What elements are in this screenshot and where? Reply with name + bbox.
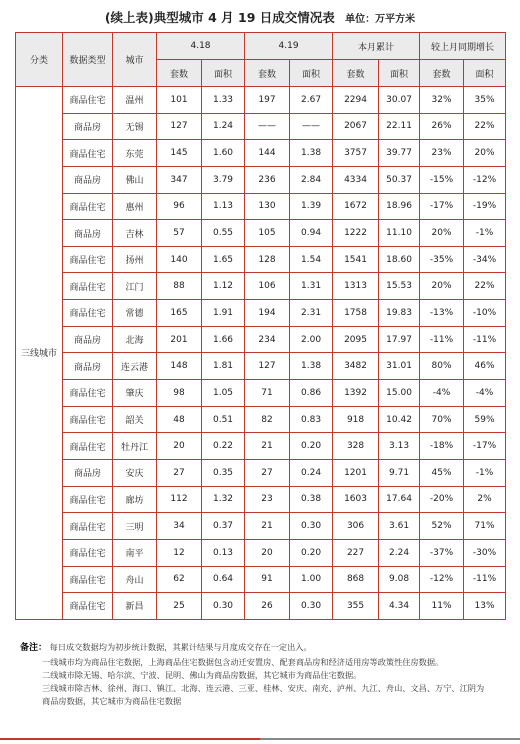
- tier-label: 三线城市: [16, 87, 63, 620]
- cell-data-type: 商品房: [63, 353, 113, 380]
- cell-month-units: 306: [333, 513, 379, 540]
- cell-month-area: 18.96: [379, 193, 420, 220]
- cell-month-area: 31.01: [379, 353, 420, 380]
- cell-month-units: 1201: [333, 459, 379, 486]
- cell-d2-area: 0.94: [290, 220, 333, 247]
- cell-data-type: 商品住宅: [63, 433, 113, 460]
- cell-city: 廊坊: [113, 486, 157, 513]
- cell-month-units: 2067: [333, 113, 379, 140]
- note-line-4: 三线城市除吉林、徐州、海口、镇江、北海、连云港、三亚、桂林、安庆、南充、泸州、九江、舟山、文昌、万宁、江阴为: [42, 683, 485, 694]
- cell-city: 惠州: [113, 193, 157, 220]
- notes-section: [20, 641, 500, 709]
- cell-d2-units: 20: [245, 539, 290, 566]
- cell-d1-area: 1.05: [202, 380, 245, 407]
- table-row: [16, 87, 506, 114]
- header-city: 城市: [113, 33, 157, 87]
- transactions-table: [15, 32, 506, 620]
- cell-data-type: 商品住宅: [63, 273, 113, 300]
- cell-d1-units: 25: [157, 593, 202, 620]
- cell-d1-units: 48: [157, 406, 202, 433]
- cell-city: 牡丹江: [113, 433, 157, 460]
- cell-city: 连云港: [113, 353, 157, 380]
- cell-d1-area: 0.30: [202, 593, 245, 620]
- cell-month-area: 9.08: [379, 566, 420, 593]
- cell-city: 东莞: [113, 140, 157, 167]
- cell-d2-area: 1.54: [290, 246, 333, 273]
- cell-month-units: 3482: [333, 353, 379, 380]
- cell-city: 常德: [113, 300, 157, 327]
- table-row: [16, 513, 506, 540]
- cell-d1-units: 62: [157, 566, 202, 593]
- cell-d2-area: ——: [290, 113, 333, 140]
- cell-d2-units: 26: [245, 593, 290, 620]
- cell-d2-units: 71: [245, 380, 290, 407]
- cell-month-area: 39.77: [379, 140, 420, 167]
- cell-city: 吉林: [113, 220, 157, 247]
- cell-growth-units: 11%: [420, 593, 464, 620]
- cell-city: 扬州: [113, 246, 157, 273]
- cell-d2-area: 0.38: [290, 486, 333, 513]
- cell-d1-area: 1.66: [202, 326, 245, 353]
- cell-growth-area: 20%: [464, 140, 506, 167]
- cell-growth-units: -17%: [420, 193, 464, 220]
- cell-month-units: 227: [333, 539, 379, 566]
- cell-d1-area: 0.51: [202, 406, 245, 433]
- cell-city: 无锡: [113, 113, 157, 140]
- table-row: [16, 300, 506, 327]
- cell-growth-units: -12%: [420, 566, 464, 593]
- note-line-3: 二线城市除无锡、哈尔滨、宁波、昆明、佛山为商品房数据，其它城市为商品住宅数据。: [42, 669, 362, 680]
- cell-d1-area: 0.13: [202, 539, 245, 566]
- cell-d1-units: 88: [157, 273, 202, 300]
- cell-growth-area: -19%: [464, 193, 506, 220]
- cell-month-units: 1313: [333, 273, 379, 300]
- cell-data-type: 商品房: [63, 113, 113, 140]
- cell-growth-area: 71%: [464, 513, 506, 540]
- note-line-1: [20, 641, 500, 656]
- cell-d1-area: 1.12: [202, 273, 245, 300]
- cell-d2-units: 106: [245, 273, 290, 300]
- cell-data-type: 商品住宅: [63, 246, 113, 273]
- cell-d1-units: 347: [157, 166, 202, 193]
- cell-d2-area: 0.24: [290, 459, 333, 486]
- cell-city: 江门: [113, 273, 157, 300]
- table-row: [16, 380, 506, 407]
- cell-d1-units: 57: [157, 220, 202, 247]
- header-date-1: 4.18: [157, 33, 245, 60]
- header-date-2: 4.19: [245, 33, 333, 60]
- cell-month-units: 1758: [333, 300, 379, 327]
- table-row: [16, 433, 506, 460]
- cell-d1-area: 1.24: [202, 113, 245, 140]
- cell-d1-area: 0.55: [202, 220, 245, 247]
- cell-city: 韶关: [113, 406, 157, 433]
- cell-d1-area: 1.13: [202, 193, 245, 220]
- cell-d1-units: 201: [157, 326, 202, 353]
- cell-month-units: 918: [333, 406, 379, 433]
- cell-month-units: 3757: [333, 140, 379, 167]
- cell-month-units: 1222: [333, 220, 379, 247]
- cell-city: 安庆: [113, 459, 157, 486]
- table-row: [16, 539, 506, 566]
- table-row: [16, 353, 506, 380]
- cell-data-type: 商品住宅: [63, 593, 113, 620]
- cell-d1-units: 12: [157, 539, 202, 566]
- cell-growth-area: -1%: [464, 220, 506, 247]
- cell-month-area: 3.13: [379, 433, 420, 460]
- cell-d2-area: 2.31: [290, 300, 333, 327]
- cell-month-area: 9.71: [379, 459, 420, 486]
- table-row: [16, 220, 506, 247]
- cell-d2-area: 1.00: [290, 566, 333, 593]
- cell-growth-units: -11%: [420, 326, 464, 353]
- cell-month-area: 15.53: [379, 273, 420, 300]
- cell-growth-units: 52%: [420, 513, 464, 540]
- cell-month-area: 19.83: [379, 300, 420, 327]
- cell-d2-area: 0.20: [290, 433, 333, 460]
- cell-month-units: 1672: [333, 193, 379, 220]
- cell-d2-units: 130: [245, 193, 290, 220]
- header-area: 面积: [464, 60, 506, 87]
- cell-d2-units: 21: [245, 513, 290, 540]
- cell-d1-units: 127: [157, 113, 202, 140]
- cell-month-units: 328: [333, 433, 379, 460]
- cell-growth-units: -37%: [420, 539, 464, 566]
- cell-data-type: 商品住宅: [63, 406, 113, 433]
- cell-growth-units: 45%: [420, 459, 464, 486]
- cell-month-area: 22.11: [379, 113, 420, 140]
- cell-growth-units: 70%: [420, 406, 464, 433]
- cell-d1-area: 1.91: [202, 300, 245, 327]
- cell-d1-area: 1.60: [202, 140, 245, 167]
- table-row: [16, 406, 506, 433]
- table-row: [16, 326, 506, 353]
- cell-city: 南平: [113, 539, 157, 566]
- cell-month-units: 1541: [333, 246, 379, 273]
- table-row: [16, 486, 506, 513]
- cell-growth-area: 22%: [464, 113, 506, 140]
- notes-label: 备注：: [20, 643, 48, 653]
- cell-city: 佛山: [113, 166, 157, 193]
- cell-d2-units: 144: [245, 140, 290, 167]
- cell-d1-units: 165: [157, 300, 202, 327]
- cell-growth-units: 80%: [420, 353, 464, 380]
- table-row: [16, 140, 506, 167]
- page-title: [0, 8, 520, 26]
- cell-d2-area: 0.86: [290, 380, 333, 407]
- cell-month-units: 4334: [333, 166, 379, 193]
- note-text-1: 每日成交数据均为初步统计数据，其累计结果与月度成交存在一定出入。: [49, 642, 312, 652]
- cell-d1-area: 0.22: [202, 433, 245, 460]
- header-units: 套数: [420, 60, 464, 87]
- cell-d1-units: 148: [157, 353, 202, 380]
- cell-d2-units: ——: [245, 113, 290, 140]
- cell-growth-area: 35%: [464, 87, 506, 114]
- cell-city: 三明: [113, 513, 157, 540]
- cell-d1-units: 20: [157, 433, 202, 460]
- cell-data-type: 商品房: [63, 459, 113, 486]
- cell-month-units: 1392: [333, 380, 379, 407]
- cell-growth-area: 46%: [464, 353, 506, 380]
- cell-d2-area: 1.31: [290, 273, 333, 300]
- cell-d2-units: 197: [245, 87, 290, 114]
- cell-city: 肇庆: [113, 380, 157, 407]
- cell-d2-units: 105: [245, 220, 290, 247]
- cell-d1-area: 0.64: [202, 566, 245, 593]
- cell-d1-units: 145: [157, 140, 202, 167]
- cell-data-type: 商品住宅: [63, 539, 113, 566]
- cell-growth-units: -13%: [420, 300, 464, 327]
- cell-data-type: 商品住宅: [63, 300, 113, 327]
- cell-growth-area: -11%: [464, 326, 506, 353]
- cell-d2-area: 0.30: [290, 593, 333, 620]
- cell-growth-units: -4%: [420, 380, 464, 407]
- cell-month-area: 10.42: [379, 406, 420, 433]
- cell-d2-area: 0.30: [290, 513, 333, 540]
- cell-city: 新昌: [113, 593, 157, 620]
- cell-data-type: 商品房: [63, 220, 113, 247]
- cell-data-type: 商品住宅: [63, 486, 113, 513]
- cell-month-area: 2.24: [379, 539, 420, 566]
- cell-growth-area: 13%: [464, 593, 506, 620]
- cell-growth-units: 32%: [420, 87, 464, 114]
- note-line-2: 一线城市均为商品住宅数据，上海商品住宅数据包含动迁安置房、配套商品房和经济适用房等政策性住房数据。: [42, 656, 444, 667]
- cell-d2-area: 0.20: [290, 539, 333, 566]
- cell-growth-area: -17%: [464, 433, 506, 460]
- cell-data-type: 商品住宅: [63, 566, 113, 593]
- cell-month-area: 17.97: [379, 326, 420, 353]
- cell-d2-area: 1.38: [290, 140, 333, 167]
- table-row: [16, 246, 506, 273]
- cell-city: 舟山: [113, 566, 157, 593]
- cell-growth-area: -1%: [464, 459, 506, 486]
- cell-d2-area: 1.39: [290, 193, 333, 220]
- cell-month-units: 2095: [333, 326, 379, 353]
- cell-month-units: 2294: [333, 87, 379, 114]
- cell-d2-units: 91: [245, 566, 290, 593]
- cell-d1-units: 101: [157, 87, 202, 114]
- cell-d1-area: 0.37: [202, 513, 245, 540]
- cell-month-area: 3.61: [379, 513, 420, 540]
- cell-growth-area: 59%: [464, 406, 506, 433]
- cell-data-type: 商品住宅: [63, 193, 113, 220]
- header-units: 套数: [157, 60, 202, 87]
- cell-growth-area: -10%: [464, 300, 506, 327]
- table-row: [16, 113, 506, 140]
- header-units: 套数: [333, 60, 379, 87]
- cell-city: 温州: [113, 87, 157, 114]
- cell-growth-area: 2%: [464, 486, 506, 513]
- cell-month-area: 30.07: [379, 87, 420, 114]
- cell-data-type: 商品住宅: [63, 140, 113, 167]
- cell-growth-units: 26%: [420, 113, 464, 140]
- table-row: [16, 593, 506, 620]
- cell-d1-area: 1.65: [202, 246, 245, 273]
- cell-growth-area: -30%: [464, 539, 506, 566]
- cell-d1-area: 0.35: [202, 459, 245, 486]
- cell-d2-units: 236: [245, 166, 290, 193]
- cell-data-type: 商品住宅: [63, 87, 113, 114]
- bottom-divider: [0, 738, 520, 740]
- cell-d2-area: 1.38: [290, 353, 333, 380]
- cell-d2-units: 128: [245, 246, 290, 273]
- cell-d1-units: 140: [157, 246, 202, 273]
- cell-d2-units: 27: [245, 459, 290, 486]
- cell-d2-units: 21: [245, 433, 290, 460]
- cell-d2-area: 0.83: [290, 406, 333, 433]
- cell-d1-units: 112: [157, 486, 202, 513]
- cell-month-units: 868: [333, 566, 379, 593]
- cell-d2-units: 194: [245, 300, 290, 327]
- cell-data-type: 商品房: [63, 326, 113, 353]
- cell-month-area: 18.60: [379, 246, 420, 273]
- cell-month-area: 4.34: [379, 593, 420, 620]
- cell-growth-units: -18%: [420, 433, 464, 460]
- header-units: 套数: [245, 60, 290, 87]
- cell-growth-area: -34%: [464, 246, 506, 273]
- cell-data-type: 商品住宅: [63, 513, 113, 540]
- header-category: 分类: [16, 33, 63, 87]
- cell-month-area: 17.64: [379, 486, 420, 513]
- cell-d2-units: 82: [245, 406, 290, 433]
- cell-month-area: 11.10: [379, 220, 420, 247]
- header-growth: 较上月同期增长: [420, 33, 506, 60]
- header-area: 面积: [379, 60, 420, 87]
- title-text: (续上表)典型城市 4 月 19 日成交情况表: [104, 10, 335, 25]
- cell-d1-area: 3.79: [202, 166, 245, 193]
- header-area: 面积: [290, 60, 333, 87]
- unit-label: 单位：万平方米: [345, 14, 416, 25]
- cell-growth-units: -35%: [420, 246, 464, 273]
- cell-growth-area: 22%: [464, 273, 506, 300]
- cell-growth-area: -12%: [464, 166, 506, 193]
- table-row: [16, 273, 506, 300]
- header-area: 面积: [202, 60, 245, 87]
- cell-d1-units: 34: [157, 513, 202, 540]
- cell-growth-units: 20%: [420, 273, 464, 300]
- cell-d2-units: 127: [245, 353, 290, 380]
- cell-d1-area: 1.33: [202, 87, 245, 114]
- table-row: [16, 166, 506, 193]
- cell-d1-area: 1.81: [202, 353, 245, 380]
- cell-data-type: 商品房: [63, 166, 113, 193]
- header-month-total: 本月累计: [333, 33, 420, 60]
- cell-d1-units: 96: [157, 193, 202, 220]
- note-line-4-cont: 商品房数据，其它城市为商品住宅数据: [42, 696, 182, 707]
- table-row: [16, 459, 506, 486]
- cell-month-units: 355: [333, 593, 379, 620]
- cell-city: 北海: [113, 326, 157, 353]
- cell-growth-units: 20%: [420, 220, 464, 247]
- cell-d2-area: 2.67: [290, 87, 333, 114]
- cell-growth-area: -4%: [464, 380, 506, 407]
- cell-month-area: 15.00: [379, 380, 420, 407]
- cell-d2-area: 2.84: [290, 166, 333, 193]
- cell-growth-area: -11%: [464, 566, 506, 593]
- cell-d1-units: 98: [157, 380, 202, 407]
- cell-d2-units: 23: [245, 486, 290, 513]
- cell-growth-units: -20%: [420, 486, 464, 513]
- cell-data-type: 商品住宅: [63, 380, 113, 407]
- cell-month-area: 50.37: [379, 166, 420, 193]
- table-row: [16, 193, 506, 220]
- cell-d2-area: 2.00: [290, 326, 333, 353]
- table-row: [16, 566, 506, 593]
- cell-d2-units: 234: [245, 326, 290, 353]
- cell-d1-area: 1.32: [202, 486, 245, 513]
- cell-growth-units: 23%: [420, 140, 464, 167]
- cell-growth-units: -15%: [420, 166, 464, 193]
- cell-month-units: 1603: [333, 486, 379, 513]
- header-data-type: 数据类型: [63, 33, 113, 87]
- cell-d1-units: 27: [157, 459, 202, 486]
